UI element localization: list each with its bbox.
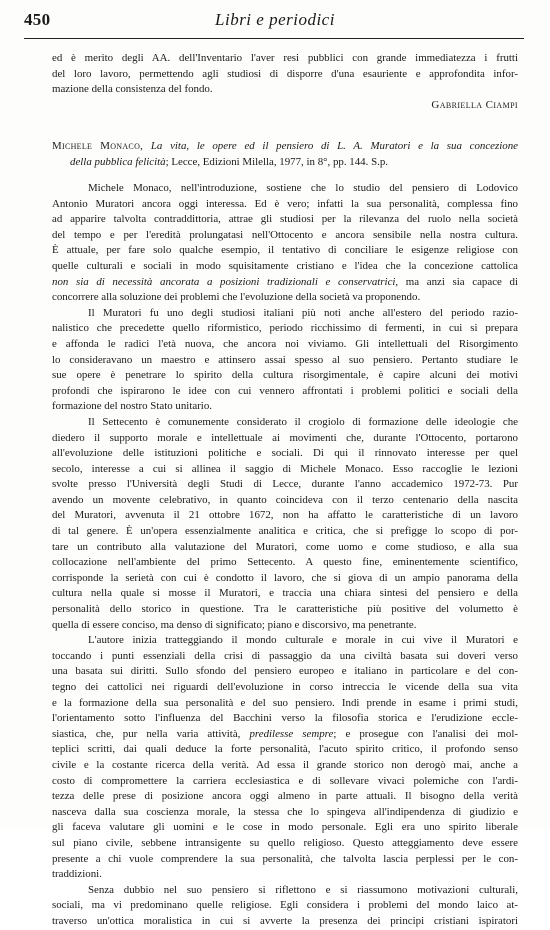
reviewer-signature: Gabriella Ciampi xyxy=(431,98,518,111)
text-line: collocazione nell'ambiente del primo Settecento. A questo fine, eminentemente scientifico, xyxy=(52,556,518,569)
text-line: ad apparire talvolta contraddittoria, attrae gli studiosi per la rilevanza del ruolo nella società xyxy=(52,213,518,226)
text-line: e affonda le radici l'età nuova, che ancora noi viviamo. Gli intellettuali del Risorgimento xyxy=(52,337,518,350)
text-line: Il Settecento è comunemente considerato il crogiolo di formazione delle ideologie che xyxy=(88,415,518,428)
text-line: personalità dello storico in questione. Tra le caratteristiche più positive del volumetto è xyxy=(52,603,518,616)
header-rule xyxy=(24,38,524,39)
text-line: profondi che ispirarono le idee con cui vennero affrontati i problemi politici e sociali della xyxy=(52,384,518,397)
text-line: gli faceva valutare gli uomini e le cose in modo personale. Egli era uno spirito liberale xyxy=(52,821,518,834)
text-line: sul piano civile, sebbene intransigente su quello religioso. Questo atteggiamento deve essere xyxy=(52,836,518,849)
text-line: del tempo e per l'eredità prolungatasi nell'Ottocento e ancora sensibile nella nostra cultura. xyxy=(52,228,518,241)
text-line xyxy=(52,727,518,743)
text-line: nasceva dalla sua coscienza morale, la stessa che lo spingeva all'indipendenza di giudizio e xyxy=(52,805,518,818)
text-line: e la formazione della sua personalità e del suo pensiero. Indi prende in esame i primi studi, xyxy=(52,696,518,709)
italic-phrase: non sia di necessità ancorata a posizioni tradizionali e conservatrici, xyxy=(52,275,399,288)
text-line: l'orientamento sotto l'influenza del Bacchini verso la filosofia storica e l'erudizione eccle- xyxy=(52,712,518,725)
text-line: svolte presso l'Università degli Studi di Lecce, durante l'anno accademico 1972-73. Pur xyxy=(52,478,518,491)
text-line: di tal genere. È un'opera essenzialmente analitica e critica, che si prefigge lo scopo di por- xyxy=(52,525,518,538)
paragraph-2 xyxy=(52,306,518,415)
paragraph-4 xyxy=(52,633,518,883)
text-line: lo consideravano un maestro e attinsero assai spesso al suo pensiero. Pertanto studiare le xyxy=(52,353,518,366)
text-line: sociali, ma vi predominano quelle religiose. Egli considera i problemi del mondo laico at- xyxy=(52,899,518,912)
text-line: costo di compromettere la carriera ecclesiastica e di sollevare vivaci polemiche con l'ardi- xyxy=(52,774,518,787)
text-line: una basata sui diritti. Sullo sfondo del pensiero europeo e italiano in particolare e del con- xyxy=(52,665,518,678)
text-line: mazione della consistenza del fondo. xyxy=(52,83,213,96)
text-line: tezza delle prese di posizione ancora oggi almeno in parte attuali. Il bisogno della verità xyxy=(52,790,518,803)
text-line: formazione del nostro Stato unitario. xyxy=(52,400,212,413)
paragraph-3 xyxy=(52,415,518,633)
text-line: secolo, interesse a cui si allinea il saggio di Michele Monaco. Esso raccoglie le lezioni xyxy=(52,462,518,475)
text-line xyxy=(52,275,518,291)
text-line: Antonio Muratori ancora oggi interessa. Ed è vero; infatti la sua personalità, complessa fino xyxy=(52,197,518,210)
text-line: sue opere è penetrare lo spirito della cultura risorgimentale, è capire alcuni dei motivi xyxy=(52,369,518,382)
paragraph-1 xyxy=(52,181,518,306)
paragraph-5 xyxy=(52,883,518,930)
book-title-part-2: della pubblica felicità xyxy=(70,155,166,168)
text-line: È attuale, per fare solo qualche esempio, il tentativo di conciliare le esigenze religiose con xyxy=(52,244,518,257)
text-line: corrisponde la serietà con cui è condotto il lavoro, che si giova di un ampio panorama della xyxy=(52,571,518,584)
text-span: siastica, che, pur nella varia attività, xyxy=(52,727,250,740)
text-line: tegno dei cattolici nei riguardi dell'evoluzione in corso intreccia le vicende della sua vita xyxy=(52,681,518,693)
running-title: Libri e periodici xyxy=(215,10,335,29)
text-line: all'evoluzione delle istituzioni politiche e sociali. Di qui il rinnovato interesse per quel xyxy=(52,447,518,460)
heading-line-1 xyxy=(52,139,518,155)
text-line: Michele Monaco, nell'introduzione, sostiene che lo studio del pensiero di Lodovico xyxy=(88,182,518,194)
text-line: quelle culturali e sociali in modo squisitamente cristiano e l'idea che la concezione cattolica xyxy=(52,259,518,272)
italic-phrase: predilesse sempre xyxy=(249,727,334,740)
text-line: civile e la costante ricerca della verità. Ad essa il grande storico non derogò mai, anche a xyxy=(52,758,518,771)
text-span: ; e prosegue con l'analisi dei mol- xyxy=(333,727,518,740)
text-span: ma anzi sia capace di xyxy=(398,275,518,288)
page-header xyxy=(24,10,526,36)
text-line: diedero il supporto morale e intellettuale ai movimenti che, durante l'Ottocento, portarono xyxy=(52,431,518,444)
text-line: tare un contributo alla valutazione del Muratori, come uomo e come studioso, e alla sua xyxy=(52,540,518,553)
text-line: L'autore inizia tratteggiando il mondo culturale e morale in cui vive il Muratori e xyxy=(88,634,518,647)
heading-line-2 xyxy=(52,155,518,171)
text-line: teplici scritti, dai quali deduce la forte personalità, l'acuto spirito critico, il profondo senso xyxy=(52,743,518,756)
text-line: Il Muratori fu uno degli studiosi italiani più noti anche all'estero del periodo razio- xyxy=(88,306,518,319)
text-line: avendo un movente celebrativo, in quanto coincideva con il terzo centenario della nascita xyxy=(52,493,518,506)
review-author: Michele Monaco, xyxy=(52,140,144,152)
text-line: quella di essere conciso, ma denso di significato; piano e discorsivo, ma penetrante. xyxy=(52,618,417,631)
text-line: presente a chi vuole comprendere la sua personalità, che talvolta lascia perplessi per le con- xyxy=(52,852,518,865)
text-line: del Muratori, avvenuta il 21 ottobre 1672, non ha affatto le caratteristiche di un lavoro xyxy=(52,509,518,522)
publication-info: ; Lecce, Edizioni Milella, 1977, in 8°, pp. 144. S.p. xyxy=(165,155,389,168)
page-number: 450 xyxy=(24,10,51,29)
text-line: toccando i punti essenziali della crisi di passaggio da una civiltà basata sui doveri verso xyxy=(52,649,518,662)
text-line: traverso un'ottica moralistica in cui si avverte la presenza dei principi cristiani ispiratori xyxy=(52,914,518,927)
book-title-part-1: La vita, le opere ed il pensiero di L. A. Muratori e la sua concezione xyxy=(150,140,518,152)
text-line: cultura nella quale si mosse il Muratori, e traccia una chiara sintesi del pensiero e della xyxy=(52,587,518,600)
text-line: nalistico che precedette quello riformistico, periodo ricchissimo di fermenti, in cui si prepara xyxy=(52,322,518,335)
text-line: Senza dubbio nel suo pensiero si riflettono e si riassumono motivazioni culturali, xyxy=(88,883,518,896)
text-line: del loro lavoro, permettendo agli studiosi di disporre d'una esauriente e approfondita infor- xyxy=(52,67,518,80)
text-line: concorrere alla soluzione dei problemi che l'evoluzione della società va proponendo. xyxy=(52,291,421,304)
previous-review-tail xyxy=(52,51,518,113)
review-heading xyxy=(52,139,518,170)
text-line: traddizioni. xyxy=(52,868,102,881)
text-line: ed è merito degli AA. dell'Inventario l'aver resi pubblici con grande immediatezza i frutti xyxy=(52,52,518,64)
review-body xyxy=(52,181,518,930)
